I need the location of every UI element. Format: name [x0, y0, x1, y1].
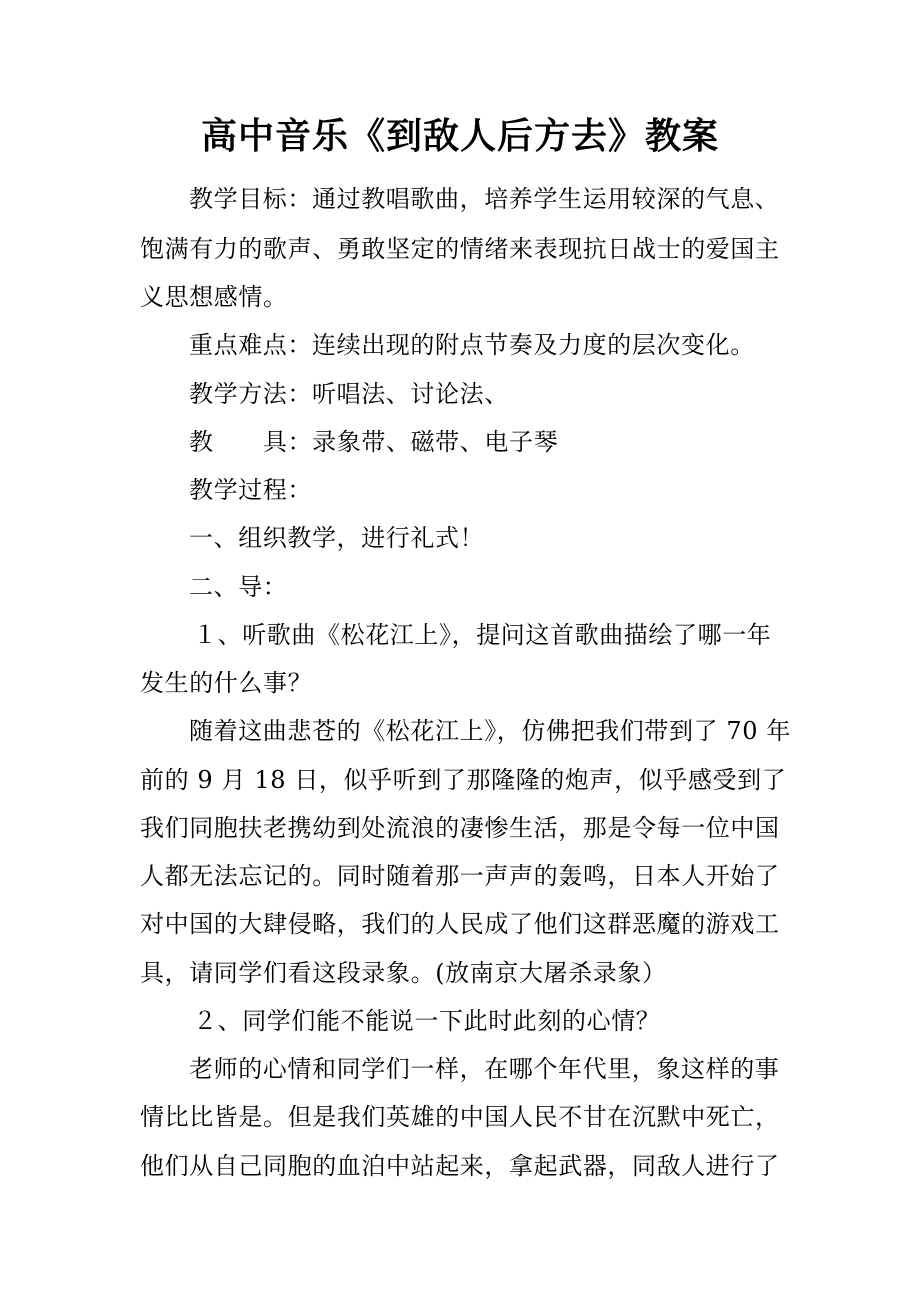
text-line: 义思想感情。 — [140, 283, 288, 311]
text-line: ２、同学们能不能说一下此时此刻的心情？ — [193, 1007, 661, 1035]
text-line: 一、组织教学，进行礼式！ — [189, 524, 485, 552]
text-line: 发生的什么事？ — [140, 669, 313, 697]
text-line: 教学方法：听唱法、讨论法、 — [189, 380, 509, 408]
text-line: 饱满有力的歌声、勇敢坚定的情绪来表现抗日战士的爱国主 — [140, 235, 780, 263]
text-line: 具，请同学们看这段录象。(放南京大屠杀录象） — [140, 959, 667, 987]
text-line: 对中国的大肆侵略，我们的人民成了他们这群恶魔的游戏工 — [140, 910, 780, 938]
text-line: 他们从自己同胞的血泊中站起来，拿起武器，同敌人进行了 — [140, 1152, 780, 1180]
text-line: 随着这曲悲苍的《松花江上》，仿佛把我们带到了 70 年 — [189, 717, 791, 745]
text-line: 教学过程： — [189, 476, 312, 504]
text-line: 老师的心情和同学们一样，在哪个年代里，象这样的事 — [189, 1055, 780, 1083]
text-line: １、听歌曲《松花江上》，提问这首歌曲描绘了哪一年 — [193, 621, 772, 649]
text-line: 我们同胞扶老携幼到处流浪的凄惨生活，那是令每一位中国 — [140, 814, 780, 842]
text-line: 教学目标：通过教唱歌曲，培养学生运用较深的气息、 — [189, 185, 780, 213]
text-line: 情比比皆是。但是我们英雄的中国人民不甘在沉默中死亡， — [140, 1103, 780, 1131]
text-line: 人都无法忘记的。同时随着那一声声的轰鸣，日本人开始了 — [140, 862, 780, 890]
text-line: 重点难点：连续出现的附点节奏及力度的层次变化。 — [189, 331, 755, 359]
text-line: 二、导： — [189, 573, 288, 601]
page-title: 高中音乐《到敌人后方去》教案 — [200, 115, 719, 157]
text-line: 前的 9 月 18 日，似乎听到了那隆隆的炮声，似乎感受到了 — [140, 766, 787, 794]
text-line: 教 具：录象带、磁带、电子琴 — [189, 428, 559, 456]
